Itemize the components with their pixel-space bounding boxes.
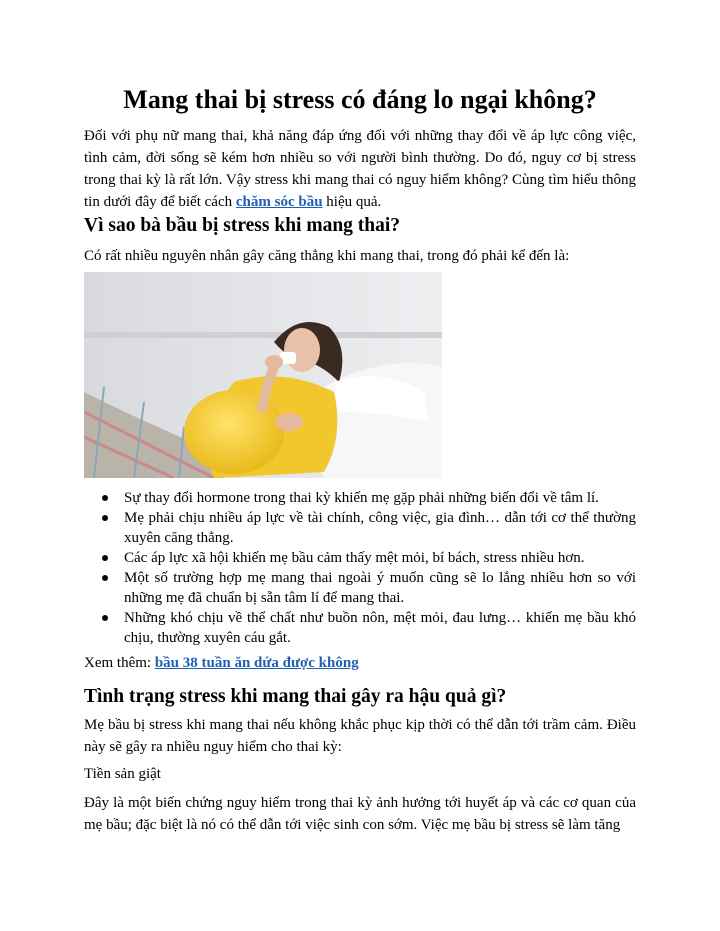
- bullet-icon: [102, 575, 108, 581]
- causes-list: [100, 488, 636, 648]
- intro-after: hiệu quả.: [322, 194, 382, 210]
- list-item-text: Mẹ phải chịu nhiều áp lực về tài chính, công việc, gia đình… dẫn tới cơ thể thường xuyên căng thẳng.: [124, 510, 636, 546]
- bullet-icon: [102, 615, 108, 621]
- list-item-text: Một số trường hợp mẹ mang thai ngoài ý muốn cũng sẽ lo lắng nhiều hơn so với những mẹ đã chuẩn bị sẵn tâm lí để mang thai.: [124, 570, 636, 606]
- section2-subheading: Tiền sản giật: [84, 766, 161, 782]
- section2-lead: Mẹ bầu bị stress khi mang thai nếu không khắc phục kịp thời có thể dẫn tới trầm cảm. Điều này sẽ gây ra nhiều nguy hiểm cho thai kỳ:: [84, 717, 636, 755]
- section2-body: Đây là một biến chứng nguy hiểm trong thai kỳ ảnh hưởng tới huyết áp và các cơ quan của mẹ bầu; đặc biệt là nó có thể dẫn tới việc sinh con sớm. Việc mẹ bầu bị stress sẽ làm tăng: [84, 795, 636, 833]
- bullet-icon: [102, 515, 108, 521]
- pregnant-woman-photo: [84, 272, 442, 478]
- section2-heading: Tình trạng stress khi mang thai gây ra hậu quả gì?: [84, 686, 507, 707]
- section1-heading: Vì sao bà bầu bị stress khi mang thai?: [84, 215, 401, 236]
- list-item: [100, 508, 636, 548]
- list-item-text: Sự thay đổi hormone trong thai kỳ khiến mẹ gặp phải những biến đổi về tâm lí.: [124, 490, 599, 506]
- bullet-icon: [102, 555, 108, 561]
- list-item: [100, 548, 636, 568]
- list-item: [100, 608, 636, 648]
- see-more-link[interactable]: bầu 38 tuần ăn dứa được không: [154, 655, 359, 671]
- intro-text: Đối với phụ nữ mang thai, khả năng đáp ứng đối với những thay đổi về áp lực công việc, tình cảm, đời sống sẽ kém hơn nhiều so với người bình thường. Do đó, nguy cơ bị stress trong thai kỳ là rất lớn. Vậy stress khi mang thai có nguy hiểm không? Cùng tìm hiểu thông tin dưới đây để biết cách: [84, 128, 636, 210]
- list-item: [100, 488, 636, 508]
- intro-paragraph: [84, 125, 636, 213]
- see-more-label: Xem thêm:: [84, 655, 155, 671]
- list-item-text: Những khó chịu về thể chất như buồn nôn, mệt mỏi, đau lưng… khiến mẹ bầu khó chịu, thường xuyên cáu gắt.: [124, 610, 636, 646]
- see-more: [84, 652, 636, 674]
- section1-lead: Có rất nhiều nguyên nhân gây căng thẳng khi mang thai, trong đó phải kể đến là:: [84, 248, 570, 264]
- care-link[interactable]: chăm sóc bầu: [235, 194, 323, 210]
- bullet-icon: [102, 495, 108, 501]
- list-item-text: Các áp lực xã hội khiến mẹ bầu cảm thấy mệt mỏi, bí bách, stress nhiều hơn.: [124, 550, 585, 566]
- page-title: Mang thai bị stress có đáng lo ngại không?: [123, 85, 597, 114]
- list-item: [100, 568, 636, 608]
